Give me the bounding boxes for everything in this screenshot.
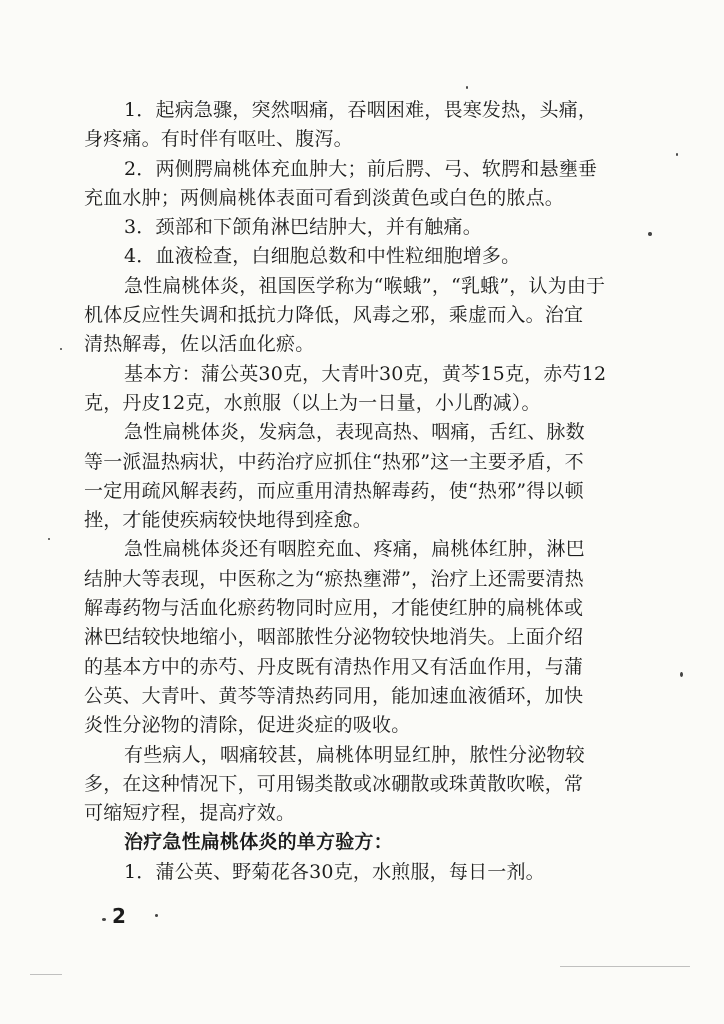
text-line: 急性扁桃体炎，祖国医学称为“喉蛾”，“乳蛾”，认为由于 bbox=[124, 274, 606, 297]
scan-speck bbox=[48, 538, 50, 540]
scan-speck bbox=[680, 672, 683, 677]
text-line: 充血水肿；两侧扁桃体表面可看到淡黄色或白色的脓点。 bbox=[84, 186, 565, 209]
scan-speck bbox=[102, 918, 106, 921]
scan-speck bbox=[466, 86, 468, 89]
scan-line bbox=[30, 974, 62, 975]
scan-speck bbox=[648, 232, 652, 236]
text-line: 2．两侧腭扁桃体充血肿大；前后腭、弓、软腭和悬壅垂 bbox=[124, 157, 598, 180]
text-line: 克，丹皮12克，水煎服（以上为一日量，小儿酌减）。 bbox=[84, 391, 541, 414]
text-line: 清热解毒，佐以活血化瘀。 bbox=[84, 333, 315, 356]
text-line: 等一派温热病状，中药治疗应抓住“热邪”这一主要矛盾，不 bbox=[84, 450, 584, 473]
text-line: 急性扁桃体炎，发病急，表现高热、咽痛，舌红、脉数 bbox=[124, 421, 585, 444]
text-line: 挫，才能使疾病较快地得到痊愈。 bbox=[84, 509, 373, 532]
section-heading: 治疗急性扁桃体炎的单方验方： bbox=[124, 831, 393, 854]
text-line: 解毒药物与活血化瘀药物同时应用，才能使红肿的扁桃体或 bbox=[84, 597, 584, 620]
text-line: 多，在这种情况下，可用锡类散或冰硼散或珠黄散吹喉，常 bbox=[84, 772, 584, 795]
text-line: 身疼痛。有时伴有呕吐、腹泻。 bbox=[84, 128, 353, 151]
text-line: 急性扁桃体炎还有咽腔充血、疼痛，扁桃体红肿，淋巴 bbox=[124, 538, 585, 561]
text-line: 4．血液检查，白细胞总数和中性粒细胞增多。 bbox=[124, 245, 521, 268]
text-line: 的基本方中的赤芍、丹皮既有清热作用又有活血作用，与蒲 bbox=[84, 655, 584, 678]
scan-speck bbox=[60, 348, 62, 350]
text-line: 公英、大青叶、黄芩等清热药同用，能加速血液循环，加快 bbox=[84, 684, 584, 707]
text-line: 3．颈部和下颌角淋巴结肿大，并有触痛。 bbox=[124, 216, 482, 239]
text-line: 1．蒲公英、野菊花各30克，水煎服，每日一剂。 bbox=[124, 860, 545, 883]
text-line: 结肿大等表现，中医称之为“瘀热壅滞”，治疗上还需要清热 bbox=[84, 567, 584, 590]
text-line: 可缩短疗程，提高疗效。 bbox=[84, 802, 296, 825]
scan-speck bbox=[155, 914, 158, 917]
body-text bbox=[84, 96, 624, 887]
text-line: 有些病人，咽痛较甚，扁桃体明显红肿，脓性分泌物较 bbox=[124, 743, 585, 766]
text-line: 炎性分泌物的清除，促进炎症的吸收。 bbox=[84, 714, 411, 737]
text-line: 1．起病急骤，突然咽痛，吞咽困难，畏寒发热，头痛， bbox=[124, 99, 598, 121]
text-line: 机体反应性失调和抵抗力降低，风毒之邪，乘虚而入。治宜 bbox=[84, 304, 584, 327]
text-line: 基本方：蒲公英30克，大青叶30克，黄芩15克，赤芍12 bbox=[124, 362, 607, 385]
text-line: 淋巴结较快地缩小，咽部脓性分泌物较快地消失。上面介绍 bbox=[84, 626, 584, 649]
scan-speck bbox=[676, 153, 678, 156]
text-line: 一定用疏风解表药，而应重用清热解毒药，使“热邪”得以顿 bbox=[84, 479, 584, 502]
scan-line bbox=[560, 966, 690, 967]
page-number: 2 bbox=[112, 904, 126, 928]
